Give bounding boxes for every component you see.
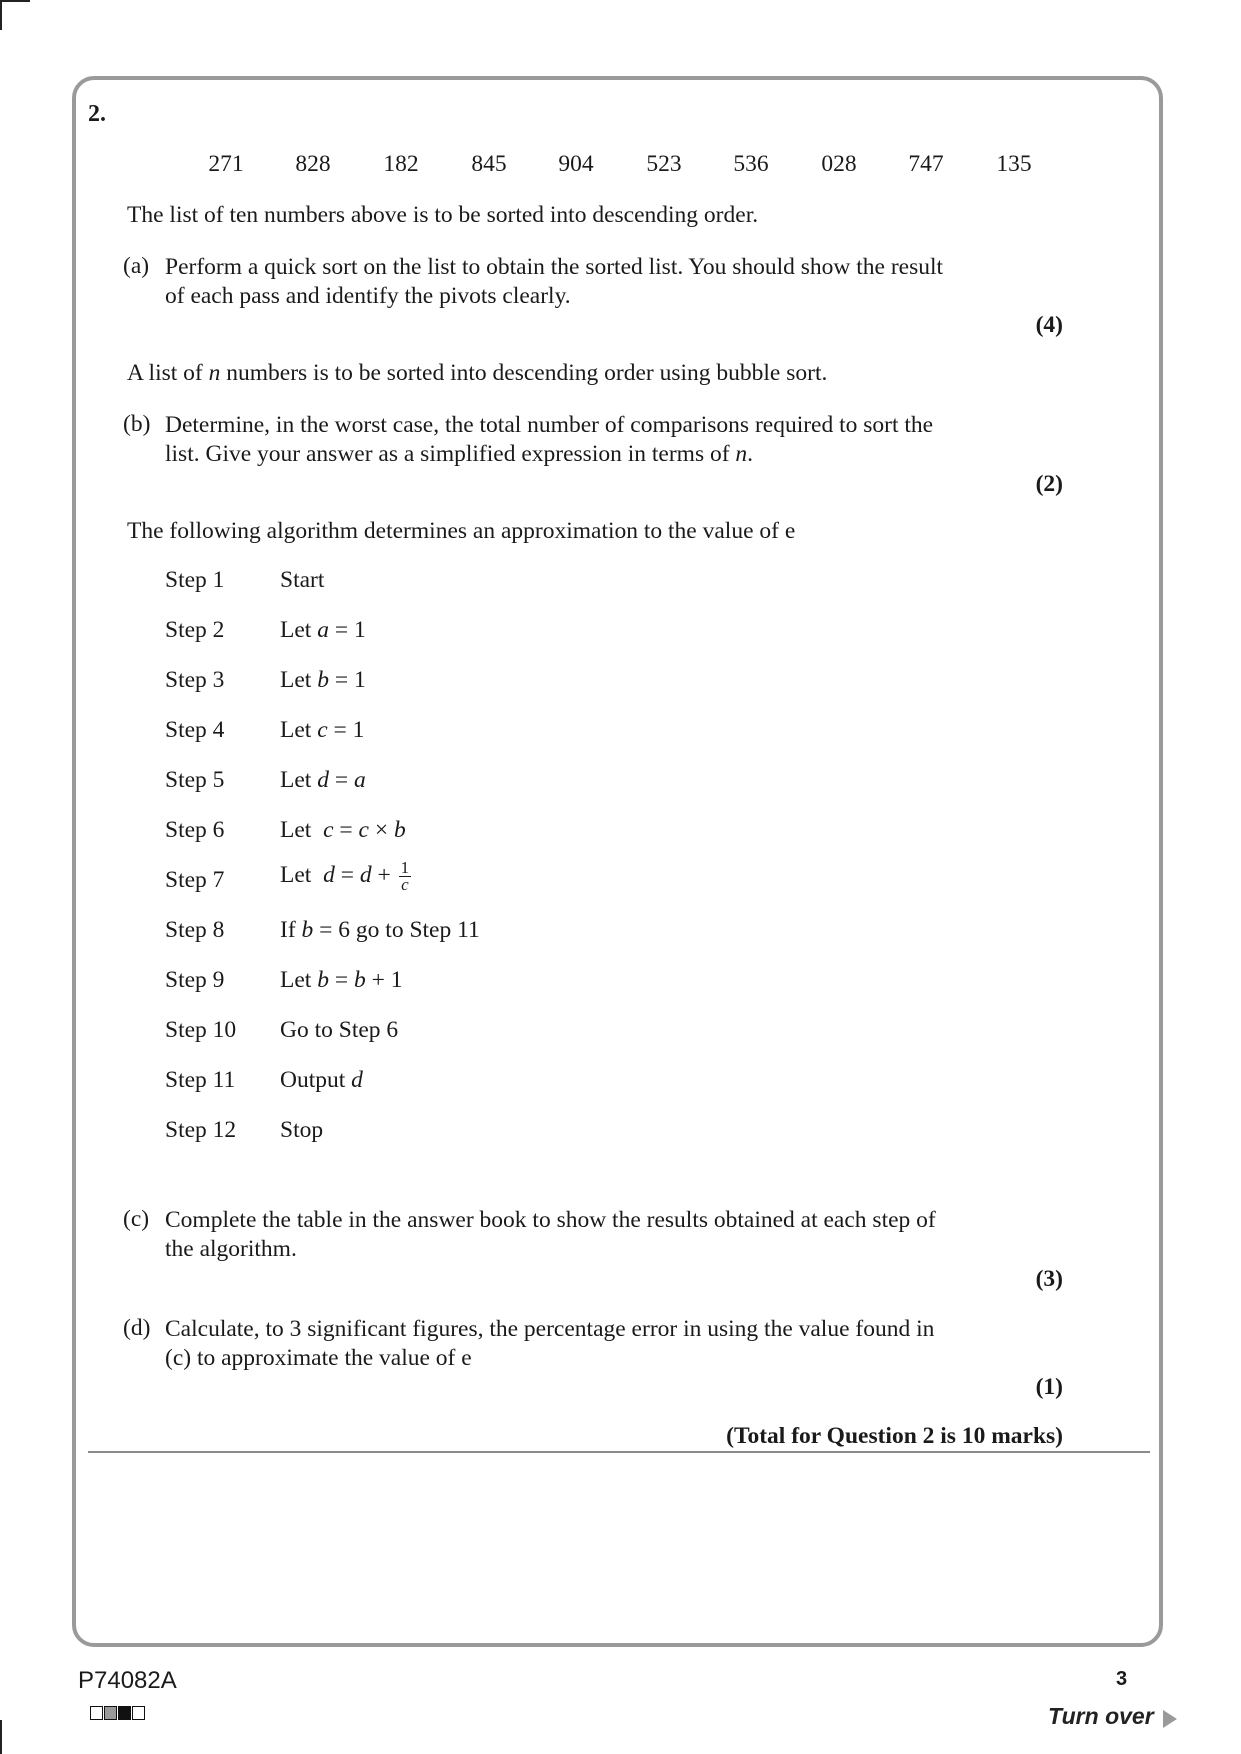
text-run: Let [280,967,312,993]
step-label: Step 9 [165,967,225,993]
step-action [280,967,402,994]
text-run: A list of [127,360,209,386]
arrow-right-icon [1163,1710,1177,1728]
part-line: (c) to approximate the value of e [165,1345,472,1371]
total-marks: (Total for Question 2 is 10 marks) [726,1423,1063,1449]
step-label: Step 6 [165,817,225,843]
part-label: (a) [123,253,150,279]
marks-c: (3) [1035,1266,1063,1292]
part-label: (b) [123,411,151,437]
marks-a: (4) [1035,312,1063,338]
marks-d: (1) [1035,1374,1063,1400]
number-item: 523 [646,151,682,177]
fraction-numerator: 1 [400,858,410,877]
barcode-cell [90,1706,103,1720]
barcode-icon [90,1706,145,1720]
part-text [165,253,943,311]
variable-b: b [317,667,329,693]
number-item: 028 [821,151,857,177]
text-run: × [368,817,394,843]
part-label: (d) [123,1315,151,1341]
variable-a: a [317,617,329,643]
text-run: Output [280,1067,346,1093]
part-text [165,1315,934,1373]
crop-mark [0,0,30,2]
part-text [165,411,933,469]
text-run: = 6 go to Step 11 [313,917,480,943]
algorithm-intro: The following algorithm determines an approximation to the value of e [127,518,796,544]
part-line: Determine, in the worst case, the total number of comparisons required to sort the [165,412,934,438]
number-list [0,151,1241,181]
variable-n: n [735,441,748,467]
step-action [280,717,364,744]
step-label: Step 2 [165,617,225,643]
variable-n: n [208,360,221,386]
step-action [280,767,366,794]
number-item: 845 [471,151,507,177]
variable-d: d [351,1067,363,1093]
text-run: list. Give your answer as a simplified expression in terms of [165,441,736,467]
text-run: = [328,967,354,993]
text-run: = 1 [327,717,365,743]
part-line: Perform a quick sort on the list to obtain the sorted list. You should show the result [165,254,944,280]
number-item: 182 [383,151,419,177]
step-action [280,817,406,844]
step-label: Step 4 [165,717,225,743]
variable-c: c [323,817,334,843]
step-action: Go to Step 6 [280,1017,399,1043]
text-run: + 1 [365,967,403,993]
variable-c: c [317,717,328,743]
step-label: Step 3 [165,667,225,693]
barcode-cell [132,1706,145,1720]
question-frame [72,76,1163,1647]
step-label: Step 10 [165,1017,237,1043]
text-run: Let [280,667,312,693]
number-item: 135 [996,151,1032,177]
variable-a: a [353,767,366,793]
step-label: Step 7 [165,867,225,893]
fraction [399,860,412,893]
step-label: Step 12 [165,1117,237,1143]
variable-d: d [317,767,329,793]
variable-d: d [359,861,372,888]
step-action [280,617,366,644]
number-item: 536 [733,151,769,177]
barcode-cell [104,1706,117,1720]
text-run: + [371,861,397,888]
variable-d: d [323,861,335,888]
step-action: Stop [280,1117,324,1143]
variable-b: b [353,967,366,993]
variable-b: b [317,967,329,993]
text-run: = [333,817,359,843]
text-run: = 1 [328,667,366,693]
text-run: = [334,861,360,888]
crop-mark [0,1720,2,1754]
step-action: Start [280,567,325,593]
fraction-denominator: c [401,875,409,894]
text-run: Let [280,861,312,888]
bubble-intro [127,360,827,387]
intro-text: The list of ten numbers above is to be sorted into descending order. [127,202,759,228]
text-run: Let [280,817,312,843]
question-number: 2. [88,101,106,127]
step-label: Step 5 [165,767,225,793]
text-run: = [328,767,354,793]
divider [88,1451,1150,1453]
text-run: . [747,441,754,467]
turn-over-label: Turn over [1048,1703,1154,1729]
step-action [280,860,411,893]
number-item: 904 [558,151,594,177]
part-line: the algorithm. [165,1236,297,1262]
step-action [280,667,366,694]
text-run: = 1 [328,617,366,643]
step-action [280,1067,363,1094]
part-line [165,440,933,469]
barcode-cell [118,1706,131,1720]
step-label: Step 11 [165,1067,236,1093]
marks-b: (2) [1035,471,1063,497]
step-label: Step 1 [165,567,225,593]
number-item: 828 [295,151,331,177]
number-item: 271 [208,151,244,177]
part-line: Complete the table in the answer book to show the results obtained at each step of [165,1207,936,1233]
text-run: Let [280,617,312,643]
text-run: Let [280,717,312,743]
page-number: 3 [1116,1668,1128,1690]
text-run: numbers is to be sorted into descending order using bubble sort. [220,360,828,386]
step-label: Step 8 [165,917,225,943]
part-label: (c) [123,1206,150,1232]
part-line: of each pass and identify the pivots clearly. [165,283,571,309]
crop-mark [0,0,2,30]
part-text [165,1206,936,1264]
variable-b: b [393,817,406,843]
text-run: If [280,917,296,943]
paper-code: P74082A [78,1667,177,1694]
number-item: 747 [908,151,944,177]
step-action [280,917,480,944]
variable-b: b [301,917,314,943]
variable-c: c [358,817,369,843]
text-run: Let [280,767,312,793]
part-line: Calculate, to 3 significant figures, the percentage error in using the value found in [165,1316,935,1342]
